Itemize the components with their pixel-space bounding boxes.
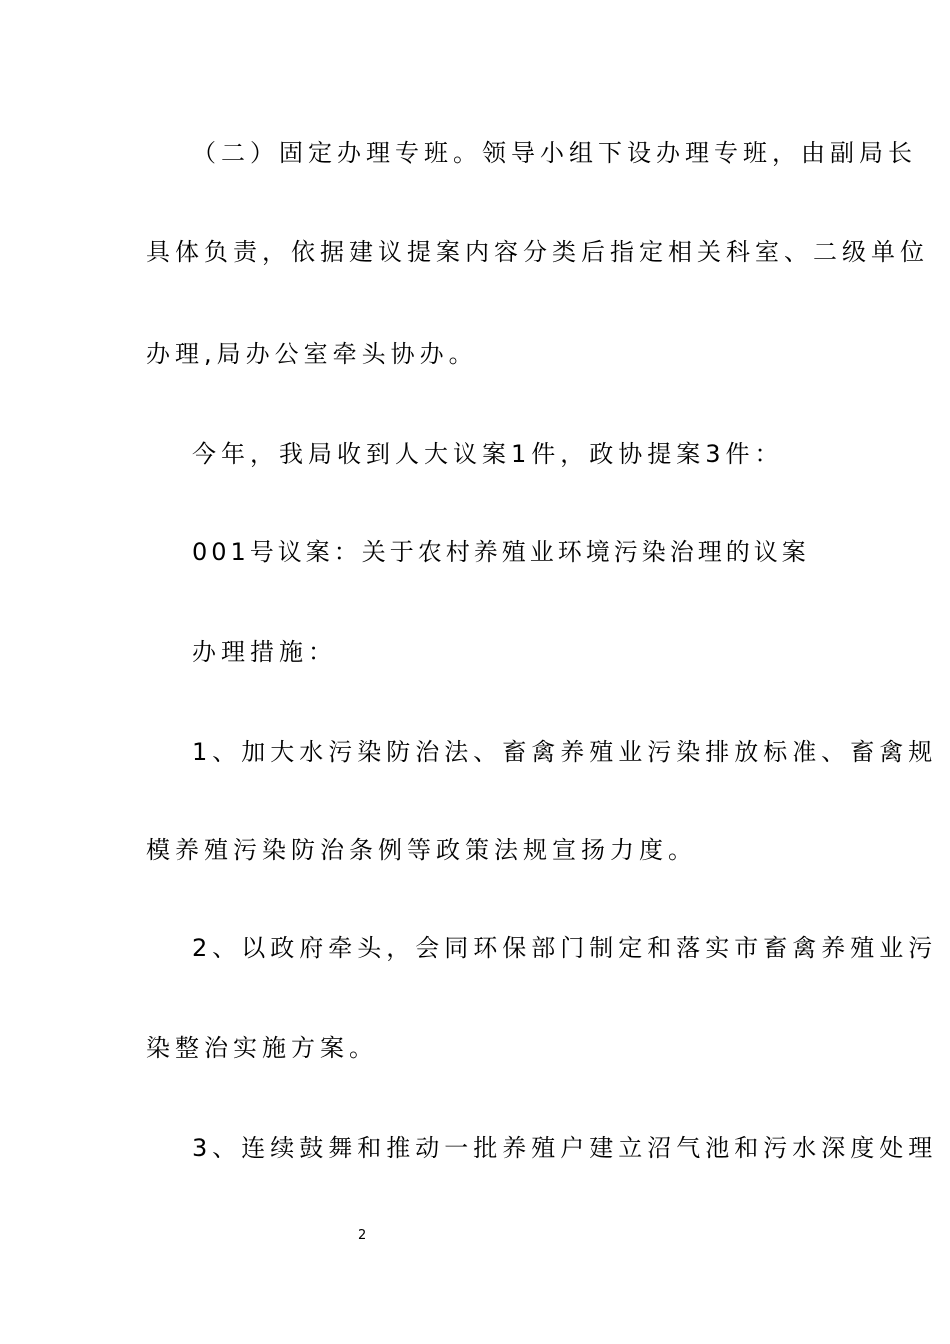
page-number: 2 bbox=[358, 1228, 367, 1243]
text-line: 办理,局办公室牵头协办。 bbox=[146, 340, 478, 368]
text-line: 具体负责，依据建议提案内容分类后指定相关科室、二级单位 bbox=[146, 238, 929, 266]
text-line: 1、加大水污染防治法、畜禽养殖业污染排放标准、畜禽规 bbox=[192, 738, 938, 766]
text-line: 今年，我局收到人大议案1件，政协提案3件： bbox=[192, 440, 784, 468]
text-line: 2、以政府牵头，会同环保部门制定和落实市畜禽养殖业污 bbox=[192, 934, 938, 962]
text-line: 模养殖污染防治条例等政策法规宣扬力度。 bbox=[146, 836, 697, 864]
text-line: 染整治实施方案。 bbox=[146, 1034, 378, 1062]
text-line: 3、连续鼓舞和推动一批养殖户建立沼气池和污水深度处理 bbox=[192, 1134, 938, 1162]
text-line: 001号议案：关于农村养殖业环境污染治理的议案 bbox=[192, 538, 810, 566]
text-line: 办理措施： bbox=[192, 638, 337, 666]
text-line: （二）固定办理专班。领导小组下设办理专班，由副局长 bbox=[192, 139, 917, 167]
